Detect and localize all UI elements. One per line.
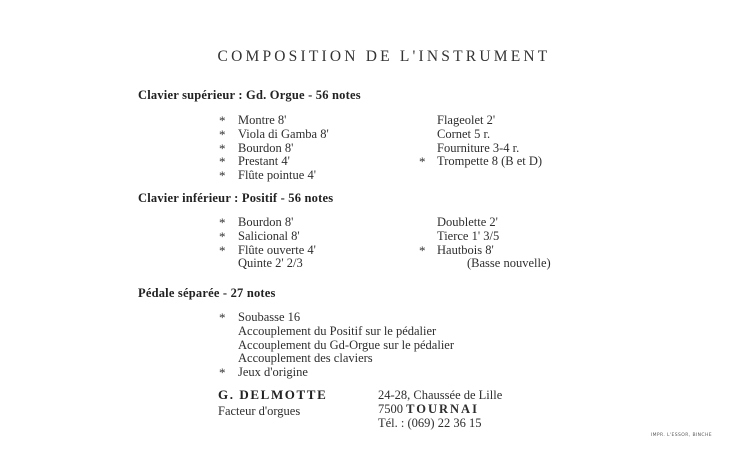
asterisk-icon: *: [219, 126, 226, 142]
stop-item: Quinte 2' 2/3: [238, 256, 303, 271]
asterisk-icon: *: [219, 242, 226, 258]
stop-item: Accouplement du Positif sur le pédalier: [238, 323, 437, 338]
stop-item: Bourdon 8': [238, 140, 294, 155]
stop-item: Salicional 8': [238, 228, 300, 243]
stop-item: Flûte pointue 4': [238, 168, 316, 183]
asterisk-icon: *: [219, 365, 226, 381]
stop-item: Flageolet 2': [437, 113, 496, 127]
asterisk-icon: *: [419, 154, 426, 170]
section-heading: Pédale séparée - 27 notes: [138, 286, 276, 300]
stop-item: Fourniture 3-4 r.: [437, 140, 520, 155]
stop-item: Hautbois 8': [437, 242, 494, 257]
stop-item: Doublette 2': [437, 215, 498, 229]
city: TOURNAI: [406, 402, 479, 416]
asterisk-icon: *: [419, 242, 426, 258]
page-title: COMPOSITION DE L'INSTRUMENT: [217, 48, 551, 65]
stop-item: Trompette 8 (B et D): [437, 154, 543, 169]
printer-mark: IMPR. L'ESSOR, BINCHE: [650, 433, 712, 438]
asterisk-icon: *: [219, 228, 226, 244]
stop-item: Prestant 4': [238, 154, 290, 169]
stop-item: Tierce 1' 3/5: [437, 228, 500, 243]
stop-item: Viola di Gamba 8': [238, 126, 329, 141]
stop-item: Accouplement du Gd-Orgue sur le pédalier: [238, 337, 455, 352]
stop-item: Jeux d'origine: [238, 365, 308, 380]
stop-item: Montre 8': [238, 113, 287, 127]
builder-trade: Facteur d'orgues: [218, 404, 301, 418]
section-heading: Clavier supérieur : Gd. Orgue - 56 notes: [138, 88, 361, 102]
address-street: 24-28, Chaussée de Lille: [378, 388, 503, 402]
address-phone: Tél. : (069) 22 36 15: [378, 416, 482, 430]
asterisk-icon: *: [219, 154, 226, 170]
asterisk-icon: *: [219, 140, 226, 156]
asterisk-icon: *: [219, 168, 226, 184]
asterisk-icon: *: [219, 310, 226, 325]
stop-item: Flûte ouverte 4': [238, 242, 316, 257]
asterisk-icon: *: [219, 113, 226, 128]
stop-item: Soubasse 16: [238, 310, 301, 324]
builder-name: G. DELMOTTE: [218, 387, 328, 402]
stop-item: Bourdon 8': [238, 215, 294, 229]
asterisk-icon: *: [219, 215, 226, 230]
stop-item: Cornet 5 r.: [437, 126, 491, 141]
stop-item: Accouplement des claviers: [238, 351, 373, 366]
stop-item: (Basse nouvelle): [467, 256, 551, 271]
section-heading: Clavier inférieur : Positif - 56 notes: [138, 191, 334, 205]
postcode: 7500: [378, 402, 403, 416]
address-city: [378, 402, 479, 417]
